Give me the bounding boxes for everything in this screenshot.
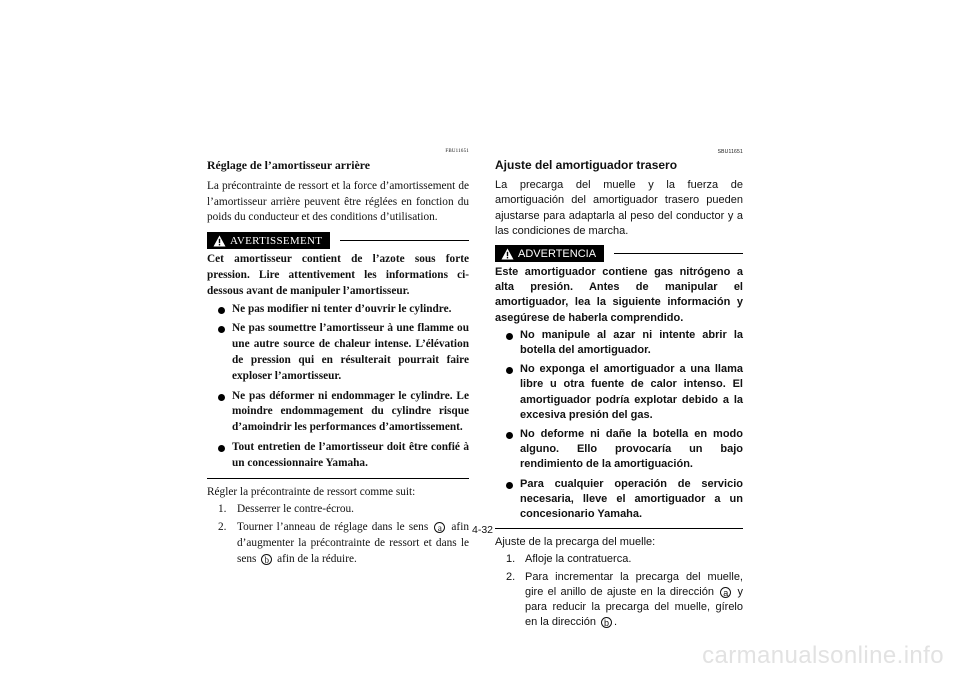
bullet-icon [218,445,225,452]
step-item: 1. Desserrer le contre-écrou. [218,503,354,516]
steps-list [495,552,743,630]
marker-a-icon: a [720,587,731,598]
step-item: 2. Tourner l’anneau de réglage dans le sens a afin d’augmenter la précontrainte de ressort et dans le sens b afin de la réduire. [218,521,469,565]
warning-triangle-icon [213,235,226,247]
list-item: No manipule al azar ni intente abrir la botella del amortiguador. [506,328,743,358]
list-item: Ne pas déformer ni endommager le cylindre. Le moindre endommagement du cylindre risque d’amoindrir les performances d’amortissement. [218,389,469,436]
bullet-icon [506,333,513,340]
marker-b-icon: b [261,554,272,565]
section-code: FBU11651 [445,149,469,154]
step-item: 2. Para incrementar la precarga del muelle, gire el anillo de ajuste en la dirección a y para reducir la precarga del muelle, gírelo en la dirección b . [506,570,743,629]
list-item: Para cualquier operación de servicio necesaria, lleve el amortiguador a un concesionario Yamaha. [506,477,743,523]
warning-list [495,328,743,522]
intro-paragraph: La précontrainte de ressort et la force d’amortissement de l’amortisseur arrière peuvent être réglées en fonction du poids du conducteur et des conditions d’utilisation. [207,179,469,224]
warning-triangle-icon [501,248,514,260]
page-number: 4-32 [472,524,494,536]
spanish-column [495,148,743,632]
warning-label: AVERTISSEMENT [230,234,323,247]
warning-end-rule [207,478,469,479]
watermark: carmanualsonline.info [702,642,944,669]
list-item: Tout entretien de l’amortisseur doit être confié à un concessionnaire Yamaha. [218,440,469,472]
marker-a-icon: a [434,522,445,533]
bullet-icon [506,432,513,439]
warning-rule [340,240,469,241]
warning-header [495,245,743,262]
list-item: No deforme ni dañe la botella en modo alguno. Ello provocaría un bajo rendimiento de la amortiguación. [506,427,743,473]
warning-end-rule [495,528,743,529]
warning-badge [207,232,330,249]
warning-list [207,302,469,472]
warning-header [207,232,469,249]
section-title: Ajuste del amortiguador trasero [495,158,678,172]
warning-text: Cet amortisseur contient de l’azote sous forte pression. Lire attentivement les informations ci-dessous avant de manipuler l’amortisseur. [207,253,469,297]
marker-b-icon: b [601,617,612,628]
step-item: 1. Afloje la contratuerca. [506,553,632,566]
steps-list [207,502,469,567]
intro-paragraph: La precarga del muelle y la fuerza de amortiguación del amortiguador trasero pueden ajustarse para adaptarla al peso del conductor y a las condiciones de marcha. [495,179,743,237]
french-column [207,148,469,570]
warning-badge [495,245,604,262]
bullet-icon [506,482,513,489]
bullet-icon [506,367,513,374]
list-item: Ne pas soumettre l’amortisseur à une flamme ou une autre source de chaleur intense. L’élévation de pression qui en résulterait pourrait faire exploser l’amortisseur. [218,321,469,384]
steps-intro: Ajuste de la precarga del muelle: [495,536,656,549]
bullet-icon [218,394,225,401]
warning-label: ADVERTENCIA [518,247,597,260]
list-item: Ne pas modifier ni tenter d’ouvrir le cylindre. [218,302,469,318]
bullet-icon [218,307,225,314]
warning-rule [614,253,743,254]
warning-text: Este amortiguador contiene gas nitrógeno a alta presión. Antes de manipular el amortiguador, lea la siguiente información y asegúrese de haberla comprendido. [495,266,743,324]
bullet-icon [218,326,225,333]
list-item: No exponga el amortiguador a una llama libre u otra fuente de calor intenso. El amortiguador podría explotar debido a la excesiva presión del gas. [506,362,743,423]
section-title: Réglage de l’amortisseur arrière [207,158,371,172]
steps-intro: Régler la précontrainte de ressort comme suit: [207,485,416,498]
section-code: SBU11651 [717,149,743,155]
